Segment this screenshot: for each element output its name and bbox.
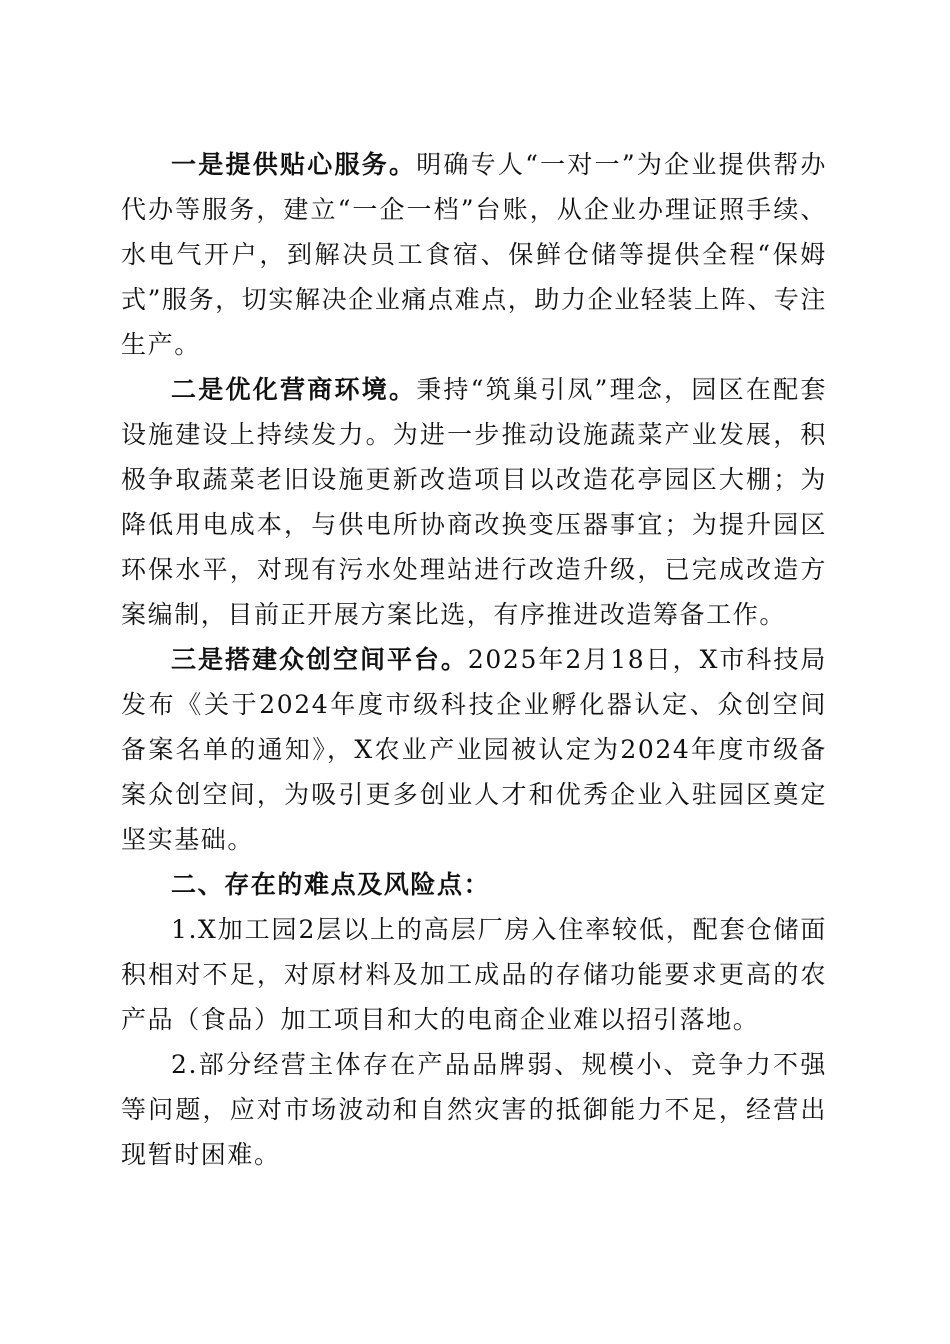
- paragraph-lead: 三是搭建众创空间平台。: [171, 645, 468, 674]
- list-item-1: 1.X加工园2层以上的高层厂房入住率较低，配套仓储面积相对不足，对原材料及加工成品的存储功能要求更高的农产品（食品）加工项目和大的电商企业难以招引落地。: [121, 915, 827, 1034]
- paragraph-maker-space: [121, 637, 827, 862]
- paragraph-text: 明确专人“一对一”为企业提供帮办代办等服务，建立“一企一档”台账，从企业办理证照手续、水电气开户，到解决员工食宿、保鲜仓储等提供全程“保姆式”服务，切实解决企业痛点难点，助力企业轻装上阵、专注生产。: [121, 150, 827, 359]
- paragraph-lead: 二是优化营商环境。: [171, 375, 417, 404]
- paragraph-service: [121, 142, 827, 367]
- paragraph-business-environment: [121, 367, 827, 637]
- paragraph-text: 2025年2月18日，X市科技局发布《关于2024年度市级科技企业孵化器认定、众创空间备案名单的通知》，X农业产业园被认定为2024年度市级备案众创空间，为吸引更多创业人才和优秀企业入驻园区奠定坚实基础。: [121, 645, 827, 854]
- document-body: [121, 142, 827, 1177]
- section-heading: 二、存在的难点及风险点：: [171, 870, 491, 899]
- paragraph-text: 秉持“筑巢引凤”理念，园区在配套设施建设上持续发力。为进一步推动设施蔬菜产业发展，积极争取蔬菜老旧设施更新改造项目以改造花亭园区大棚；为降低用电成本，与供电所协商改换变压器事宜；为提升园区环保水平，对现有污水处理站进行改造升级，已完成改造方案编制，目前正开展方案比选，有序推进改造筹备工作。: [121, 375, 827, 629]
- list-item-2: 2.部分经营主体存在产品品牌弱、规模小、竞争力不强等问题，应对市场波动和自然灾害的抵御能力不足，经营出现暂时困难。: [121, 1050, 827, 1169]
- paragraph-lead: 一是提供贴心服务。: [171, 150, 417, 179]
